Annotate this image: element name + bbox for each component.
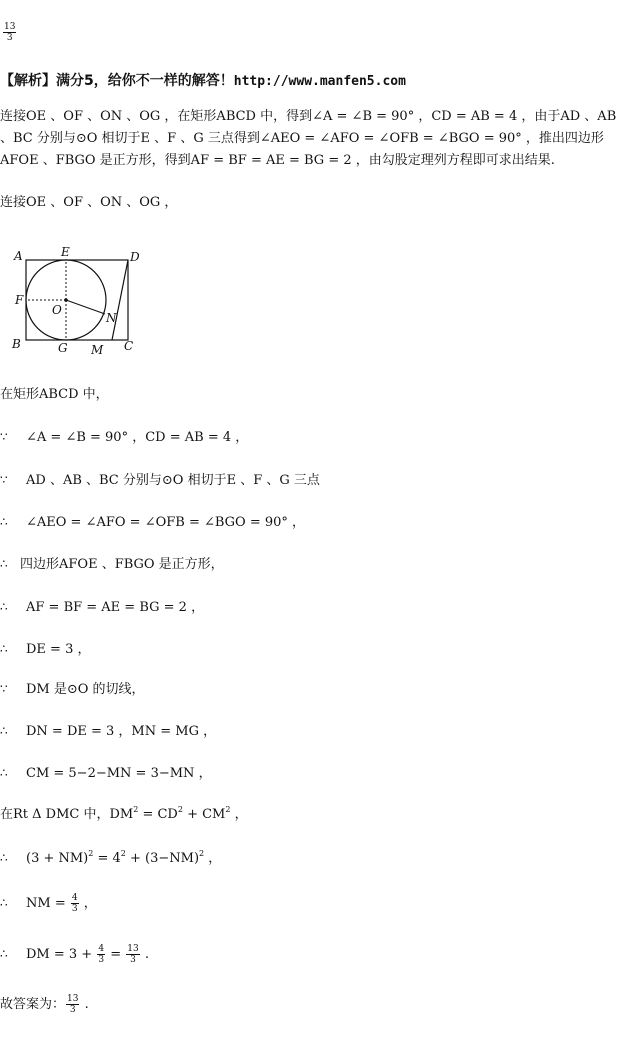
step-14-part-b: . [140,947,149,962]
final-answer [0,994,89,1015]
therefore-symbol: ∴ [0,766,8,780]
geometry-figure [6,244,146,360]
therefore-symbol: ∴ [0,947,8,961]
label-f: F [15,293,24,307]
therefore-symbol: ∴ [0,600,8,614]
step-12-part-c: + (3−NM) [125,851,200,866]
label-a: A [14,249,23,263]
step-3 [0,471,320,490]
step-11-part-b: = CD [138,807,178,822]
fraction-thirteen-thirds [126,944,139,965]
analysis-header [0,72,406,91]
therefore-symbol: ∴ [0,851,8,865]
top-answer-fraction [3,22,16,43]
final-answer-fraction [66,994,79,1015]
step-14 [0,944,149,965]
step-11-part-c: + CM [182,807,226,822]
therefore-symbol: ∴ [0,724,8,738]
therefore-symbol: ∴ [0,896,8,910]
final-answer-period: . [80,997,89,1012]
square-exponent: 2 [133,805,139,814]
square-exponent: 2 [88,849,94,858]
fraction-four-thirds [97,944,105,965]
step-8-text: DM 是⊙O 的切线， [26,682,145,697]
therefore-symbol: ∴ [0,642,8,656]
summary-paragraph: 连接OE 、OF 、ON 、OG ，在矩形ABCD 中，得到∠A = ∠B = 90° ，CD = AB = 4 ，由于AD 、AB 、BC 分别与⊙O 相切于E 、F 、G 三点得到∠AEO = ∠AFO = ∠OFB = ∠BGO = 90° ，推出四边形 AFOE 、FBGO 是正方形，得到AF = BF = AE = BG = 2 ，由勾股定理列方程即可求出结果. [0,109,617,168]
step-10-text: CM = 5−2−MN = 3−MN ， [26,766,212,781]
fraction-numerator: 13 [67,994,79,1004]
label-d: D [130,250,140,264]
step-6 [0,598,204,617]
fraction-numerator: 13 [127,944,139,954]
step-3-text: AD 、AB 、BC 分别与⊙O 相切于E 、F 、G 三点 [26,473,320,488]
square-exponent: 2 [199,849,205,858]
step-7 [0,640,90,659]
because-symbol: ∵ [0,473,8,487]
because-symbol: ∵ [0,682,8,696]
label-n: N [106,311,117,325]
fraction-denominator: 3 [98,955,105,965]
step-13 [0,893,97,914]
top-answer-denominator: 3 [6,33,13,43]
step-7-text: DE = 3 ， [26,642,91,657]
step-12-part-d: ， [204,851,222,866]
step-10 [0,764,212,783]
step-4-text: ∠AEO = ∠AFO = ∠OFB = ∠BGO = 90° ， [26,515,306,530]
step-4 [0,513,305,532]
therefore-symbol: ∴ [0,515,8,529]
fraction-denominator: 3 [69,1005,76,1015]
top-answer-numerator: 13 [4,22,16,32]
analysis-header-url: http://www.manfen5.com [233,74,406,89]
step-9 [0,722,216,741]
square-exponent: 2 [120,849,126,858]
because-symbol: ∵ [0,430,8,444]
label-c: C [124,339,134,353]
tangent-dm [112,260,128,340]
step-11-part-a: 在Rt Δ DMC 中，DM [0,807,134,822]
fraction-denominator: 3 [130,955,136,965]
therefore-symbol: ∴ [0,557,8,571]
step-12-part-a: (3 + NM) [26,851,89,866]
center-dot [64,298,68,302]
label-b: B [12,337,21,351]
square-exponent: 2 [177,805,183,814]
step-12-part-b: = 4 [93,851,121,866]
step-5-text: 四边形AFOE 、FBGO 是正方形， [20,557,224,572]
step-5 [0,555,224,574]
step-12 [0,849,221,868]
top-answer [2,22,17,43]
step-11 [0,806,248,824]
step-14-part-a: DM = 3 + [26,947,97,962]
final-answer-label: 故答案为： [0,997,66,1012]
segment-on [66,300,105,314]
square-exponent: 2 [225,805,231,814]
step-2-text: ∠A = ∠B = 90° ，CD = AB = 4 ， [26,430,249,445]
step-1: 在矩形ABCD 中， [0,387,109,402]
analysis-header-label: 【解析】满分5，给你不一样的解答！ [0,73,234,89]
step-14-equals: = [106,947,126,962]
step-13-part-a: NM = [26,896,70,911]
step-2 [0,428,248,447]
fraction-numerator: 4 [98,944,105,954]
step-11-part-d: ， [230,807,248,822]
connect-line: 连接OE 、OF 、ON 、OG ， [0,195,178,210]
step-6-text: AF = BF = AE = BG = 2 ， [26,600,205,615]
label-g: G [58,341,68,355]
label-e: E [61,245,70,259]
step-8 [0,680,145,699]
fraction-denominator: 3 [71,904,78,914]
label-o: O [52,303,62,317]
label-m: M [91,343,104,357]
fraction-numerator: 4 [71,893,78,903]
fraction-nm [71,893,79,914]
step-9-text: DN = DE = 3 ，MN = MG ， [26,724,217,739]
step-13-part-b: ， [79,896,97,911]
